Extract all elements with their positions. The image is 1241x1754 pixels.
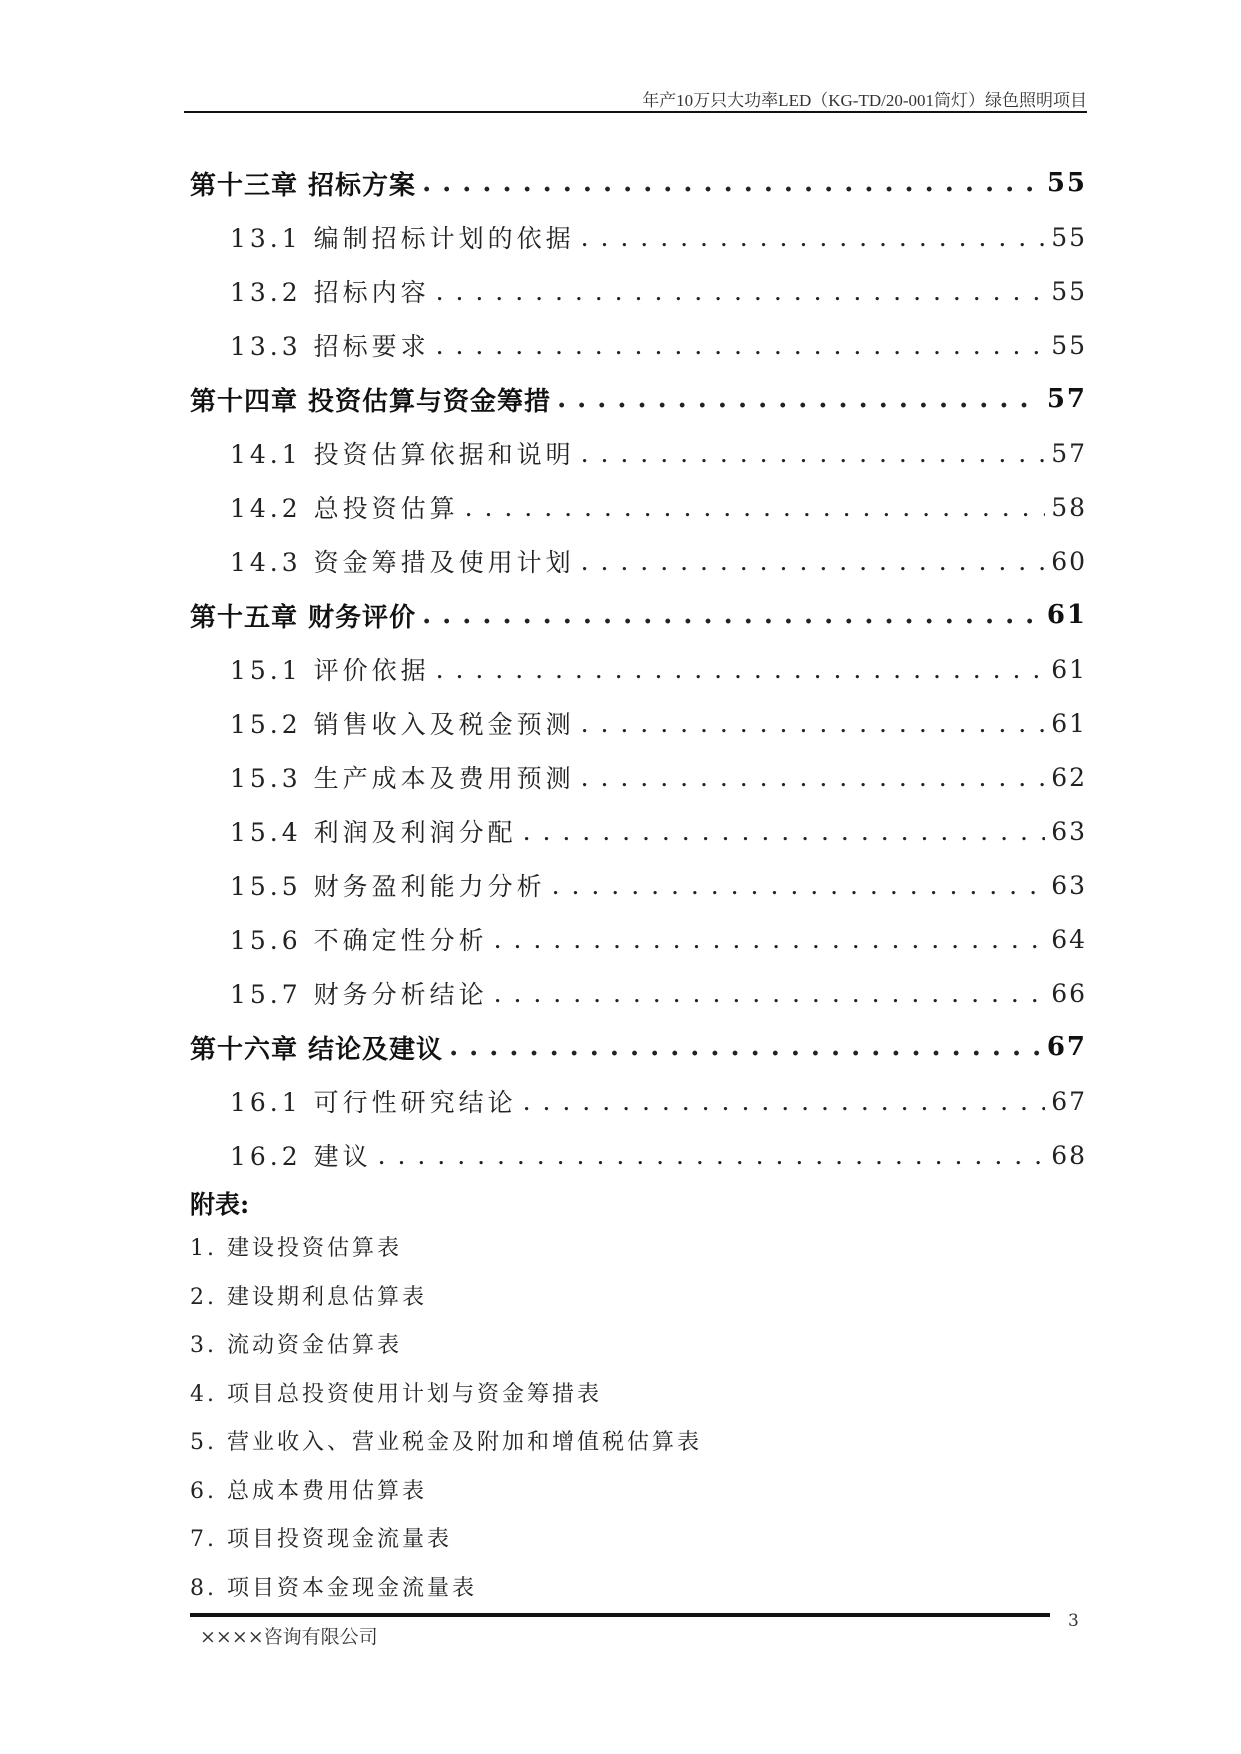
toc-entry-label: 第十六章 结论及建议 [190, 1034, 444, 1065]
toc-entry[interactable] [190, 534, 1087, 588]
toc-entry[interactable] [190, 156, 1087, 210]
toc-entry-label: 第十四章 投资估算与资金筹措 [190, 386, 552, 417]
toc-entry-page: 64 [1051, 924, 1087, 954]
toc-entry-label: 第十三章 招标方案 [190, 170, 417, 201]
toc-leader [494, 979, 1046, 1008]
toc-entry-label: 14.2 总投资估算 [230, 494, 459, 523]
toc-entry-label: 15.2 销售收入及税金预测 [230, 710, 575, 739]
toc-leader [523, 817, 1046, 846]
appendix-item: 2. 建设期利息估算表 [190, 1284, 427, 1310]
toc-entry-page: 68 [1051, 1140, 1087, 1170]
toc-entry-label: 13.1 编制招标计划的依据 [230, 224, 575, 253]
toc-entry-label: 15.4 利润及利润分配 [230, 818, 517, 847]
toc-leader [552, 871, 1046, 900]
toc-leader [523, 1087, 1046, 1116]
toc-entry-label: 第十五章 财务评价 [190, 602, 417, 633]
toc-leader [494, 925, 1046, 954]
toc-entry[interactable] [190, 750, 1087, 804]
appendix-item: 5. 营业收入、营业税金及附加和增值税估算表 [190, 1430, 702, 1455]
toc-entry[interactable] [190, 804, 1087, 858]
toc-entry-label: 15.6 不确定性分析 [230, 926, 488, 955]
toc-entry-page: 61 [1051, 654, 1087, 684]
toc-entry-label: 16.1 可行性研究结论 [230, 1088, 517, 1117]
toc-entry-label: 15.7 财务分析结论 [230, 980, 488, 1009]
toc-entry-label: 14.3 资金筹措及使用计划 [230, 548, 575, 577]
toc-entry-page: 55 [1051, 222, 1087, 252]
toc-entry-page: 67 [1046, 1032, 1087, 1062]
toc-entry[interactable] [190, 966, 1087, 1020]
toc-leader [581, 439, 1046, 468]
toc-leader [557, 384, 1041, 414]
toc-entry[interactable] [190, 1074, 1087, 1128]
toc-entry-page: 63 [1051, 816, 1087, 846]
toc-leader [422, 600, 1041, 630]
toc-entry-page: 57 [1051, 438, 1087, 468]
toc-entry-page: 62 [1051, 762, 1087, 792]
toc-entry[interactable] [190, 1128, 1087, 1182]
toc-entry-page: 63 [1051, 870, 1087, 900]
toc-entry-label: 16.2 建议 [230, 1142, 372, 1171]
toc-leader [581, 547, 1046, 576]
appendix-item: 4. 项目总投资使用计划与资金筹措表 [190, 1381, 602, 1407]
toc-leader [581, 763, 1046, 792]
toc-entry-label: 15.5 财务盈利能力分析 [230, 872, 546, 901]
toc-entry[interactable] [190, 372, 1087, 426]
toc-entry-page: 58 [1051, 492, 1087, 522]
toc-leader [581, 223, 1046, 252]
appendix-item: 6. 总成本费用估算表 [190, 1478, 427, 1504]
appendix-item: 7. 项目投资现金流量表 [190, 1527, 452, 1552]
toc-entry-page: 61 [1051, 708, 1087, 738]
toc-entry[interactable] [190, 318, 1087, 372]
toc-entry[interactable] [190, 912, 1087, 966]
toc-entry[interactable] [190, 642, 1087, 696]
header-divider [184, 111, 1087, 113]
toc-entry-page: 55 [1046, 168, 1087, 198]
toc-entry[interactable] [190, 696, 1087, 750]
toc-entry-page: 55 [1051, 330, 1087, 360]
toc-entry-label: 15.1 评价依据 [230, 656, 430, 685]
toc-entry-page: 61 [1046, 600, 1087, 630]
toc-leader [465, 493, 1046, 522]
toc-entry-label: 13.2 招标内容 [230, 278, 430, 307]
footer-divider [190, 1613, 1050, 1617]
running-header: 年产10万只大功率LED（KG-TD/20-001筒灯）绿色照明项目 [642, 91, 1087, 110]
toc-leader [581, 709, 1046, 738]
page-number: 3 [1068, 1611, 1079, 1631]
toc-entry-page: 67 [1051, 1086, 1087, 1116]
toc-entry-page: 66 [1051, 978, 1087, 1008]
toc-entry[interactable] [190, 264, 1087, 318]
toc-entry[interactable] [190, 1020, 1087, 1074]
toc-entry[interactable] [190, 588, 1087, 642]
appendix-item: 3. 流动资金估算表 [190, 1333, 402, 1358]
appendix-list [190, 1185, 1087, 1613]
toc-leader [449, 1032, 1041, 1062]
toc-entry-page: 57 [1046, 384, 1087, 414]
toc-entry[interactable] [190, 210, 1087, 264]
toc-leader [422, 168, 1041, 198]
toc-entry-label: 14.1 投资估算依据和说明 [230, 440, 575, 469]
table-of-contents [190, 156, 1087, 1182]
toc-leader [378, 1141, 1046, 1170]
toc-leader [436, 655, 1046, 684]
toc-entry-page: 55 [1051, 276, 1087, 306]
appendix-item: 1. 建设投资估算表 [190, 1236, 402, 1261]
toc-leader [436, 331, 1046, 360]
toc-leader [436, 277, 1046, 306]
appendix-title: 附表: [190, 1190, 250, 1219]
appendix-item: 8. 项目资本金现金流量表 [190, 1575, 477, 1601]
toc-entry[interactable] [190, 858, 1087, 912]
toc-entry[interactable] [190, 426, 1087, 480]
toc-entry-label: 13.3 招标要求 [230, 332, 430, 361]
footer-company: ××××咨询有限公司 [200, 1626, 378, 1648]
toc-entry[interactable] [190, 480, 1087, 534]
toc-entry-label: 15.3 生产成本及费用预测 [230, 764, 575, 793]
toc-entry-page: 60 [1051, 546, 1087, 576]
